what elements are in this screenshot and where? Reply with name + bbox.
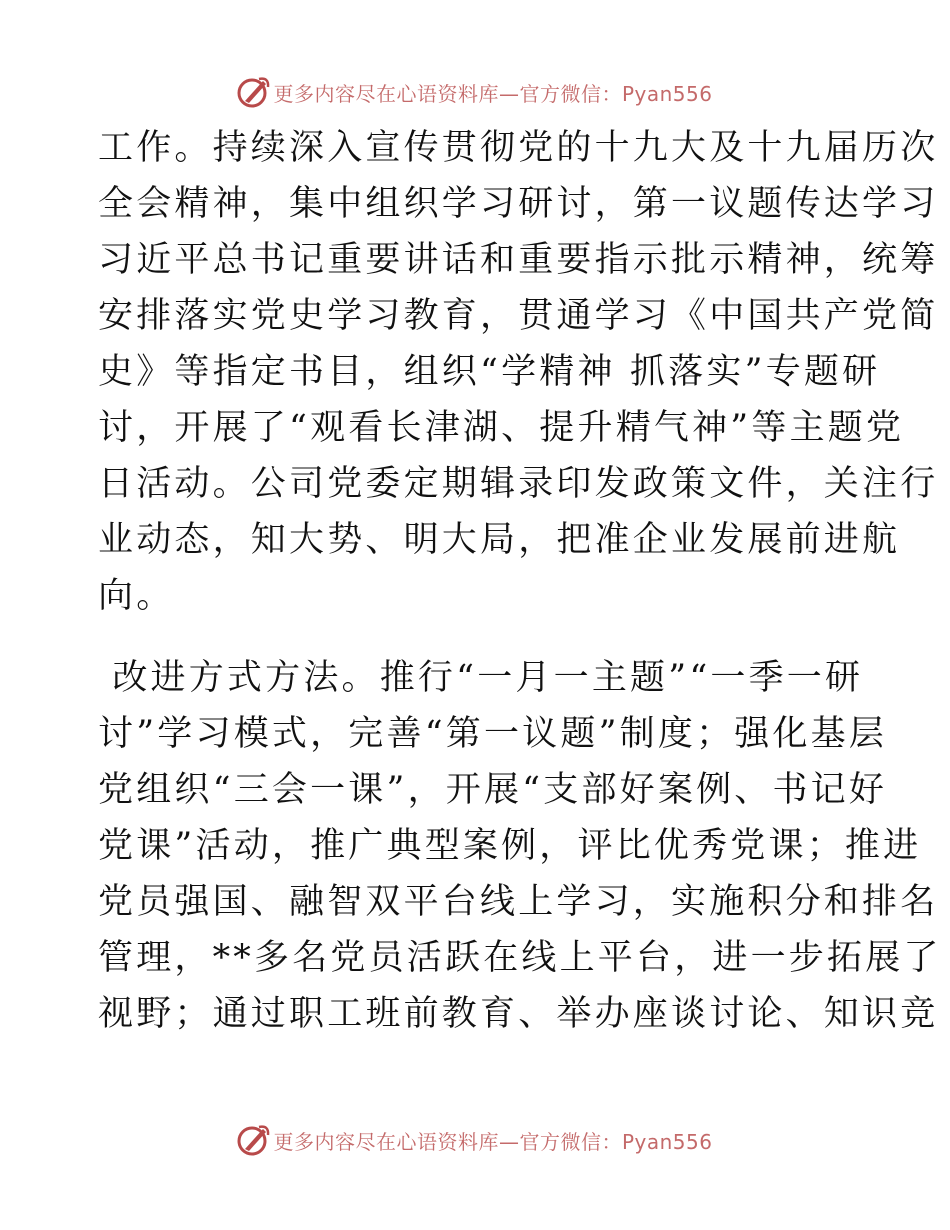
text-line: 向。 bbox=[98, 576, 175, 616]
text-line: 工作。持续深入宣传贯彻党的十九大及十九届历次 bbox=[98, 128, 939, 168]
paragraph-2 bbox=[98, 650, 942, 1042]
text-line: 改进方式方法。推行“一月一主题”“一季一研 bbox=[98, 658, 864, 698]
text-line: 安排落实党史学习教育，贯通学习《中国共产党简 bbox=[98, 296, 939, 336]
text-line: 日活动。公司党委定期辑录印发政策文件，关注行 bbox=[98, 464, 939, 504]
quill-logo-icon bbox=[237, 1123, 271, 1157]
footer-banner-text: 更多内容尽在心语资料库—官方微信：Pyan556 bbox=[273, 1129, 713, 1154]
paragraph-spacer bbox=[98, 624, 858, 650]
paragraph-1 bbox=[98, 120, 939, 624]
document-body bbox=[98, 120, 942, 1042]
text-line: 党员强国、融智双平台线上学习，实施积分和排名 bbox=[98, 882, 939, 922]
footer-watermark-banner bbox=[0, 1120, 950, 1160]
text-line: 党组织“三会一课”，开展“支部好案例、书记好 bbox=[98, 770, 888, 810]
quill-logo-icon bbox=[237, 75, 271, 109]
text-line: 讨”学习模式，完善“第一议题”制度；强化基层 bbox=[98, 714, 888, 754]
text-line: 党课”活动，推广典型案例，评比优秀党课；推进 bbox=[98, 826, 922, 866]
header-watermark-banner bbox=[0, 72, 950, 112]
text-line: 全会精神，集中组织学习研讨，第一议题传达学习 bbox=[98, 184, 939, 224]
text-line: 管理，**多名党员活跃在线上平台，进一步拓展了 bbox=[98, 938, 942, 978]
text-line: 视野；通过职工班前教育、举办座谈讨论、知识竞 bbox=[98, 994, 939, 1034]
text-line: 习近平总书记重要讲话和重要指示批示精神，统筹 bbox=[98, 240, 939, 280]
text-line: 业动态，知大势、明大局，把准企业发展前进航 bbox=[98, 520, 901, 560]
header-banner-text: 更多内容尽在心语资料库—官方微信：Pyan556 bbox=[273, 81, 713, 106]
text-line: 讨，开展了“观看长津湖、提升精气神”等主题党 bbox=[98, 408, 905, 448]
text-line: 史》等指定书目，组织“学精神 抓落实”专题研 bbox=[98, 352, 881, 392]
